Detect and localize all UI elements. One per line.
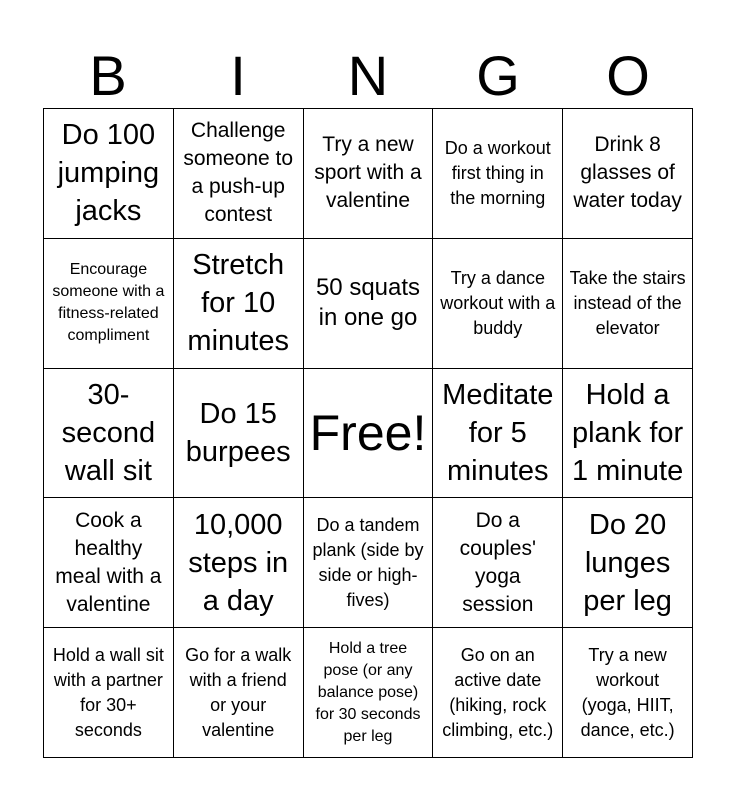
bingo-cell[interactable]: Go for a walk with a friend or your valentine <box>174 628 304 758</box>
bingo-cell[interactable]: Encourage someone with a fitness-related compliment <box>44 239 174 369</box>
bingo-cell[interactable]: Do a workout first thing in the morning <box>433 109 563 239</box>
bingo-cell[interactable]: 50 squats in one go <box>304 239 434 369</box>
header-letter-g: G <box>476 44 520 107</box>
bingo-cell-free[interactable]: Free! <box>304 369 434 499</box>
bingo-cell[interactable]: Do a couples' yoga session <box>433 498 563 628</box>
bingo-cell[interactable]: Try a new sport with a valentine <box>304 109 434 239</box>
header-letter-o: O <box>606 44 650 107</box>
bingo-grid <box>43 108 693 758</box>
bingo-cell[interactable]: Stretch for 10 minutes <box>174 239 304 369</box>
header-letter-n: N <box>347 44 389 107</box>
bingo-cell[interactable]: Hold a wall sit with a partner for 30+ seconds <box>44 628 174 758</box>
bingo-cell[interactable]: Try a dance workout with a buddy <box>433 239 563 369</box>
bingo-cell[interactable]: Go on an active date (hiking, rock climbing, etc.) <box>433 628 563 758</box>
bingo-cell[interactable]: Take the stairs instead of the elevator <box>563 239 693 369</box>
bingo-cell[interactable]: Try a new workout (yoga, HIIT, dance, etc.) <box>563 628 693 758</box>
bingo-cell[interactable]: Cook a healthy meal with a valentine <box>44 498 174 628</box>
bingo-cell[interactable]: Do a tandem plank (side by side or high-fives) <box>304 498 434 628</box>
bingo-header <box>43 44 693 108</box>
bingo-cell[interactable]: Drink 8 glasses of water today <box>563 109 693 239</box>
bingo-cell[interactable]: 10,000 steps in a day <box>174 498 304 628</box>
bingo-cell[interactable]: Do 15 burpees <box>174 369 304 499</box>
bingo-cell[interactable]: Hold a plank for 1 minute <box>563 369 693 499</box>
header-letter-b: B <box>89 44 127 107</box>
bingo-cell[interactable]: Meditate for 5 minutes <box>433 369 563 499</box>
bingo-cell[interactable]: 30-second wall sit <box>44 369 174 499</box>
header-letter-i: I <box>230 44 246 107</box>
bingo-cell[interactable]: Hold a tree pose (or any balance pose) for 30 seconds per leg <box>304 628 434 758</box>
bingo-cell[interactable]: Do 100 jumping jacks <box>44 109 174 239</box>
bingo-cell[interactable]: Challenge someone to a push-up contest <box>174 109 304 239</box>
bingo-cell[interactable]: Do 20 lunges per leg <box>563 498 693 628</box>
